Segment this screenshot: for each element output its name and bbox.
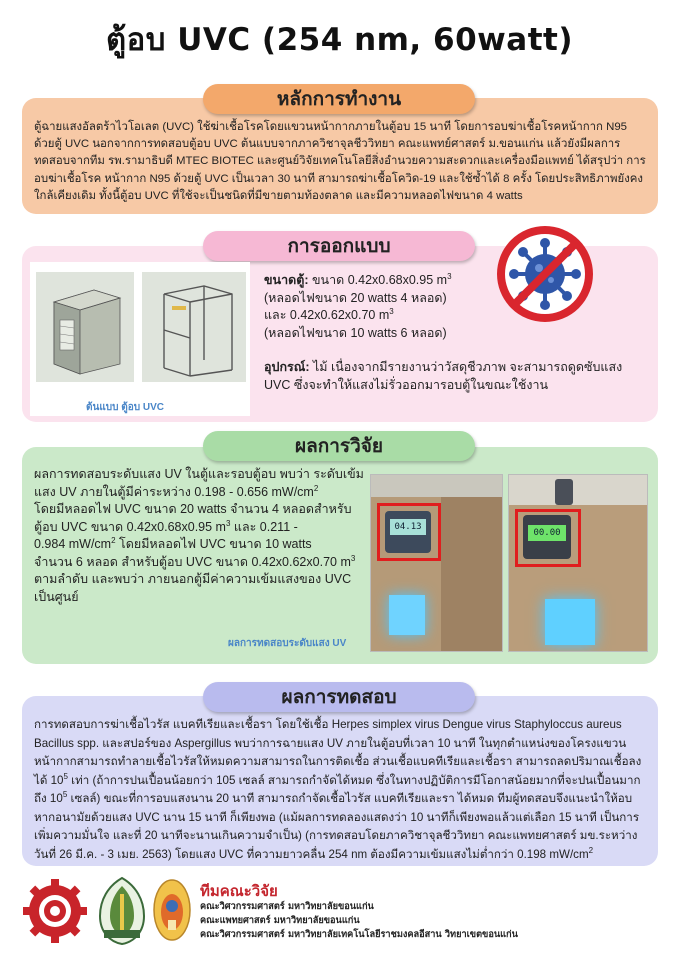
research-sup: 2 [313,483,319,493]
research-line-text: จำนวน 6 หลอด สำหรับตู้อบ UVC ขนาด 0.42x0.62x0.70 m [34,554,351,569]
top-meter [555,479,573,505]
principle-text: ตู้ฉายแสงอัลตร้าไวโอเลต (UVC) ใช้ฆ่าเชื้อโรคโดยแขวนหน้ากากภายในตู้อบ 15 นาที โดยการอบฆ่าเชื้อโรคหน้ากาก N95 ด้วยตู้ UVC นอกจากการทดสอบตู้อบ UVC ต้นแบบจากภาควิชาจุลชีววิทยา คณะแพทย์ศาสตร์ ม.ขอนแก่น แล้วยังมีผลการทดสอบจากทีม รพ.รามาธิบดี MTEC BIOTEC และศูนย์วิจัยเทคโนโลยีสิ่งอำนวยความสะดวกและเครื่องมือแพทย์ ได้สรุปว่า การอบฆ่าเชื้อโรค หน้ากาก N95 ด้วยตู้ UVC เป็นเวลา 30 นาที สามารถฆ่าเชื้อโควิด-19 และใช้ซ้ำได้ 8 ครั้ง โดยประสิทธิภาพยังคงใกล้เคียงเดิม ทั้งนี้ตู้อบ UVC ที่ใช้จะเป็นชนิดที่มีขายตามท้องตลาด และมีความหลอดไฟขนาด 4 watts [34,121,646,202]
research-line-text: โดยมีหลอดไฟ UVC ขนาด 10 watts [115,537,312,551]
photo-background [509,475,648,505]
cabinet-sketch-frame [142,272,246,382]
team-member: คณะแพทยศาสตร์ มหาวิทยาลัยขอนแก่น [200,915,360,926]
design-size-value1: ขนาด 0.42x0.68x0.95 m [308,273,448,287]
design-size-sup1: 3 [447,271,452,281]
rmuti-logo [152,876,192,942]
research-line: ตามลำดับ และพบว่า ภายนอกตู้มีค่าความเข้มแสงของ UVC [34,572,352,586]
meter-display-1: 04.13 [390,519,426,535]
research-line-text: ตู้อบ UVC ขนาด 0.42x0.68x0.95 m [34,519,226,534]
research-line: ผลการทดสอบระดับแสง UV ในตู้และรอบตู้อบ พบว่า ระดับเข้ม [34,467,364,481]
meter-display-2: 00.00 [528,525,566,541]
medicine-faculty-logo [96,876,148,946]
design-size-line3 [264,307,494,325]
design-size-sup3: 3 [389,306,394,316]
team-member: คณะวิศวกรรมศาสตร์ มหาวิทยาลัยขอนแก่น [200,901,374,912]
test-text-a: การทดสอบการฆ่าเชื้อไวรัส แบคทีเรียและเชื้อรา โดยใช้เชื้อ Herpes simplex virus Dengue virus Staphyloccus aureus Bacillus spp. และสปอร์ของ Aspergillus พบว่าการฉายแสง UV ภายในตู้อบที่เวลา 10 นาที ในทุกตำแหน่งของโครงแขวนหน้ากากสามารถทำลายเชื้อไวรัสให้หมดความสามารถในการติดเชื้อ ส่วนเชื้อแบคทีเรียและเชื้อรา สามารถลดปริมาณเชื้อลงได้ 10 [34,718,642,787]
principle-heading: หลักการทำงาน [203,84,475,114]
test-text [34,716,648,864]
research-line: โดยมีหลอดไฟ UVC ขนาด 20 watts จำนวน 4 หลอดสำหรับ [34,502,352,516]
uv-test-photo-1 [370,474,503,652]
uv-meter-1 [385,511,431,553]
design-equip-text: ไม้ เนื่องจากมีรายงานว่าวัสดุชีวภาพ จะสามารถดูดซับแสง UVC ซึ่งจะทำให้แสงไม่รั่วออกมารอบตู้ในขณะใช้งาน [264,360,623,392]
research-line-text: แสง UV ภายในตู้มีค่าระหว่าง 0.198 - 0.656 mW/cm [34,484,314,499]
research-sup: 3 [350,553,356,563]
test-text-c: เซลล์) ขณะที่การอบแสงนาน 20 นาที สามารถกำจัดเชื้อไวรัส แบคทีเรียและรา ได้หมด ทีมผู้ทดสอบจึงแนะนำให้อบหากอนามัยด้วยแสง UVC นาน 15 นาที ก็เพียงพอ (แม้ผลการทดลองแสดงว่า 10 นาทีก็เพียงพอแล้วแต่เลือก 15 นาที เป็นการเพิ่มความมั่นใจ และที่ 20 นาทีจะนานเกินความจำเป็น) (การทดสอบโดยภาควิชาจุลชีววิทยา คณะแพทยศาสตร์ มข.ระหว่างวันที่ 26 มี.ค. - 3 เมย. 2563) โดยแสง UVC ที่ความยาวคลื่น 254 nm ต้องมีความเข้มแสงไม่ต่ำกว่า 0.198 mW/cm [34,792,640,861]
virus-prohibited-icon [493,222,597,326]
design-size-block [264,272,494,342]
research-line-text: 0.984 mW/cm [34,537,112,551]
test-text-b: เท่า (ถ้าการปนเปื้อนน้อยกว่า 105 เซลล์ สามารถกำจัดได้หมด ซึ่งในทางปฏิบัติการมีโอกาสน้อยมากที่จะปนเปื้อนมากถึง 10 [34,773,641,805]
uv-meter-2 [523,515,571,559]
research-line [34,536,364,554]
design-size-line2: (หลอดไฟขนาด 20 watts 4 หลอด) [264,290,447,305]
research-line [34,484,364,502]
research-caption: ผลการทดสอบระดับแสง UV [228,638,347,649]
design-heading: การออกแบบ [203,231,475,261]
page-title: ตู้อบ UVC (254 nm, 60watt) [105,22,574,58]
research-line [34,554,364,572]
design-equip-label: อุปกรณ์: [264,360,310,374]
research-sup: 3 [225,518,231,528]
design-size-label: ขนาดตู้: [264,273,309,287]
team-member-list [200,900,518,942]
design-size-line1 [264,272,494,290]
test-sup-a: 5 [63,771,68,781]
test-heading: ผลการทดสอบ [203,682,475,712]
design-equipment-block [264,359,646,394]
research-line [34,519,364,537]
research-line: เป็นศูนย์ [34,589,79,604]
uv-glow [545,599,595,645]
research-sup: 2 [111,535,116,545]
design-size-line4: (หลอดไฟขนาด 10 watts 6 หลอด) [264,325,447,340]
design-caption: ต้นแบบ ตู้อบ UVC [86,402,164,413]
uv-test-photo-2 [508,474,648,652]
test-sup-c: 2 [588,845,594,855]
engineering-gear-logo [22,878,88,944]
cabinet-side [441,497,503,652]
uv-glow [389,595,425,635]
team-member: คณะวิศวกรรมศาสตร์ มหาวิทยาลัยเทคโนโลยีราชมงคลอีสาน วิทยาเขตขอนแก่น [200,929,518,940]
test-sup-b: 5 [62,790,68,800]
research-heading: ผลการวิจัย [203,431,475,461]
research-line-text: และ 0.211 - [230,519,298,534]
team-heading: ทีมคณะวิจัย [200,882,278,900]
design-size-value3: และ 0.42x0.62x0.70 m [264,308,390,322]
cabinet-sketch-closed [36,272,134,382]
research-text [34,466,364,606]
